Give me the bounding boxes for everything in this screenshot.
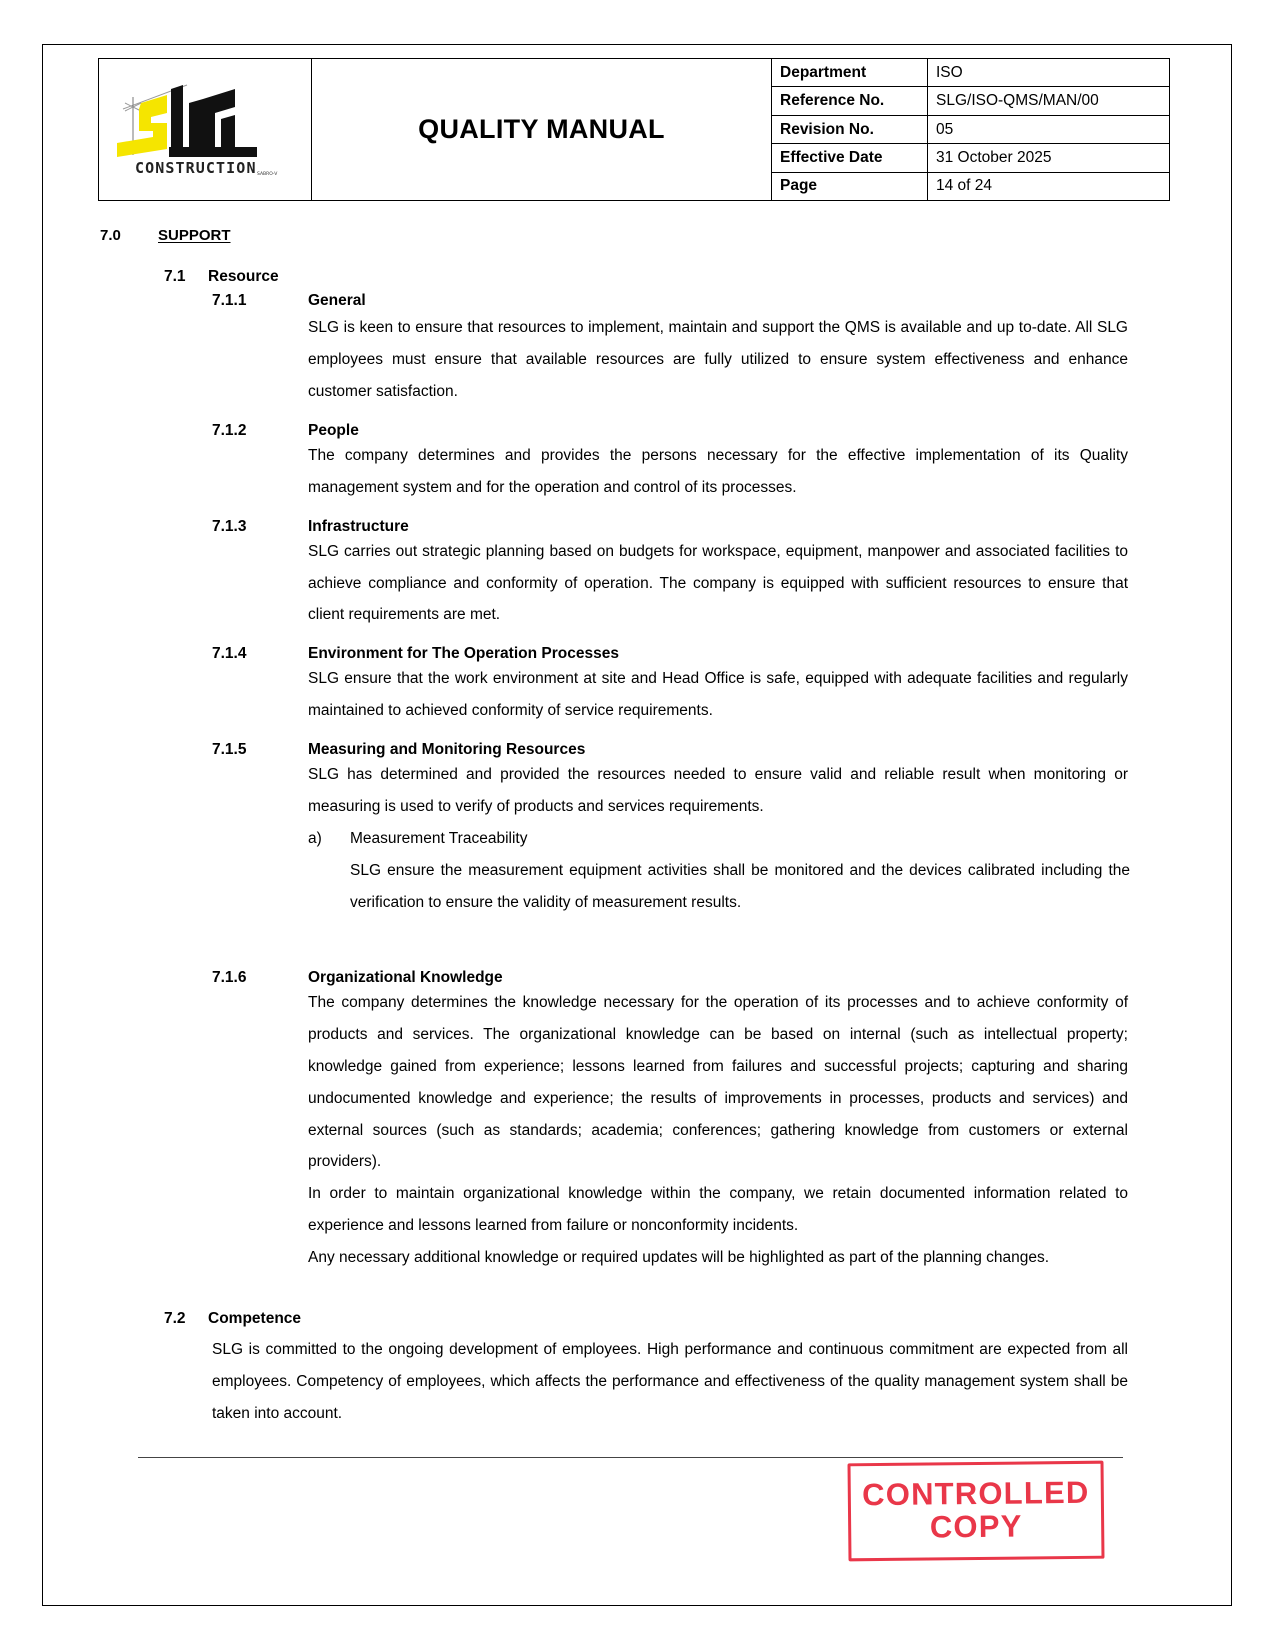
heading-7-1-6-title: Organizational Knowledge <box>308 968 503 986</box>
logo-wordmark: CONSTRUCTION <box>135 158 257 177</box>
paragraph-7-1-6-b: In order to maintain organizational knowledge within the company, we retain documented information related to experience and lessons learned from failure or nonconformity incidents. <box>308 1185 1128 1235</box>
paragraph-7-1-5: SLG has determined and provided the resources needed to ensure valid and reliable result when monitoring or measuring is used to verify of products and services requirements. <box>308 766 1128 816</box>
header-row-department <box>772 59 1169 87</box>
heading-7-1-title: Resource <box>208 268 279 285</box>
header-row-revision-no <box>772 116 1169 144</box>
heading-7-1-5 <box>212 741 1176 759</box>
heading-7-0-number: 7.0 <box>100 227 121 244</box>
paragraph-7-1-3: SLG carries out strategic planning based on budgets for workspace, equipment, manpower and associated facilities to achieve compliance and conformity of operation. The company is equipped with sufficient resources to ensure that client requirements are met. <box>308 542 1128 624</box>
list-text-a: Measurement Traceability <box>350 830 528 848</box>
heading-7-1-4 <box>212 645 1176 663</box>
slg-construction-logo <box>105 67 305 193</box>
paragraph-7-1-6-a: The company determines the knowledge necessary for the operation of its processes and to achieve conformity of products and services. The organizational knowledge can be based on internal (such as intellectual property; knowledge gained from experience; lessons learned from failures and successful projects; capturing and sharing undocumented knowledge and experience; the results of improvements in processes, products and services) and external sources (such as standards; academia; conferences; gathering knowledge from customers or external providers). <box>308 993 1128 1171</box>
page-title: QUALITY MANUAL <box>418 114 665 144</box>
heading-7-1-3 <box>212 518 1176 536</box>
paragraph-7-2: SLG is committed to the ongoing development of employees. High performance and continuous commitment are expected from all employees. Competency of employees, which affects the performance and effectiveness of the quality management system shall be taken into account. <box>212 1341 1128 1422</box>
heading-7-1-number: 7.1 <box>164 268 186 285</box>
header-meta-table <box>772 59 1169 200</box>
paragraph-7-1-4: SLG ensure that the work environment at site and Head Office is safe, equipped with adequate facilities and regularly maintained to achieved conformity of service requirements. <box>308 670 1128 720</box>
header-key-department: Department <box>772 59 928 86</box>
sub-paragraph-a: SLG ensure the measurement equipment activities shall be monitored and the devices calibrated including the verification to ensure the validity of measurement results. <box>350 861 1130 911</box>
header-value-page: 14 of 24 <box>936 177 993 195</box>
page-content <box>42 42 1232 1430</box>
header-row-page <box>772 173 1169 200</box>
heading-7-1-2 <box>212 422 1176 440</box>
heading-7-1-3-number: 7.1.3 <box>212 517 247 535</box>
heading-7-1-6-number: 7.1.6 <box>212 968 247 986</box>
heading-7-1-2-number: 7.1.2 <box>212 421 247 439</box>
document-header <box>98 58 1170 201</box>
controlled-copy-stamp <box>847 1461 1104 1562</box>
heading-7-1-1-number: 7.1.1 <box>212 292 247 309</box>
footer-divider <box>138 1457 1123 1458</box>
list-item-a <box>308 823 1176 855</box>
spacer <box>100 1274 1176 1310</box>
header-value-revision-no: 05 <box>936 120 954 138</box>
heading-7-2-title: Competence <box>208 1310 302 1328</box>
header-row-effective-date <box>772 144 1169 172</box>
heading-7-1-1 <box>212 292 1176 310</box>
heading-7-1-5-number: 7.1.5 <box>212 741 247 759</box>
header-row-reference-no <box>772 87 1169 115</box>
header-key-reference-no: Reference No. <box>772 87 928 114</box>
document-title-cell <box>312 59 772 200</box>
header-value-effective-date: 31 October 2025 <box>936 148 1052 166</box>
heading-7-0 <box>100 227 1176 244</box>
paragraph-7-1-1: SLG is keen to ensure that resources to implement, maintain and support the QMS is available and up to-date. All SLG employees must ensure that available resources are fully utilized to ensure system effectiveness and enhance customer satisfaction. <box>308 319 1128 400</box>
heading-7-1-6 <box>212 969 1176 987</box>
paragraph-7-1-2: The company determines and provides the persons necessary for the effective implementation of its Quality management system and for the operation and control of its processes. <box>308 446 1128 496</box>
heading-7-1-2-title: People <box>308 421 359 439</box>
header-key-revision-no: Revision No. <box>772 116 928 143</box>
header-value-reference-no: SLG/ISO-QMS/MAN/00 <box>936 92 1099 110</box>
heading-7-2-number: 7.2 <box>164 1310 186 1328</box>
paragraph-7-1-6-c: Any necessary additional knowledge or required updates will be highlighted as part of the planning changes. <box>308 1249 1050 1267</box>
header-value-department: ISO <box>936 63 963 81</box>
logo-icon <box>105 67 305 193</box>
header-key-effective-date: Effective Date <box>772 144 928 171</box>
heading-7-1-4-title: Environment for The Operation Processes <box>308 645 619 663</box>
header-key-page: Page <box>772 173 928 200</box>
heading-7-1 <box>164 268 1176 286</box>
heading-7-1-5-title: Measuring and Monitoring Resources <box>308 741 586 759</box>
heading-7-1-1-title: General <box>308 292 366 309</box>
document-body <box>64 227 1210 1430</box>
list-marker-a: a) <box>308 830 322 848</box>
spacer <box>100 919 1176 955</box>
heading-7-1-4-number: 7.1.4 <box>212 645 247 663</box>
heading-7-0-title: SUPPORT <box>158 227 231 244</box>
stamp-line-1: CONTROLLED <box>862 1475 1090 1513</box>
heading-7-1-3-title: Infrastructure <box>308 517 409 535</box>
heading-7-2 <box>164 1310 1176 1328</box>
stamp-line-2: COPY <box>929 1508 1023 1545</box>
company-logo-cell <box>99 59 312 200</box>
logo-subtext: SABRO-V <box>257 171 278 177</box>
